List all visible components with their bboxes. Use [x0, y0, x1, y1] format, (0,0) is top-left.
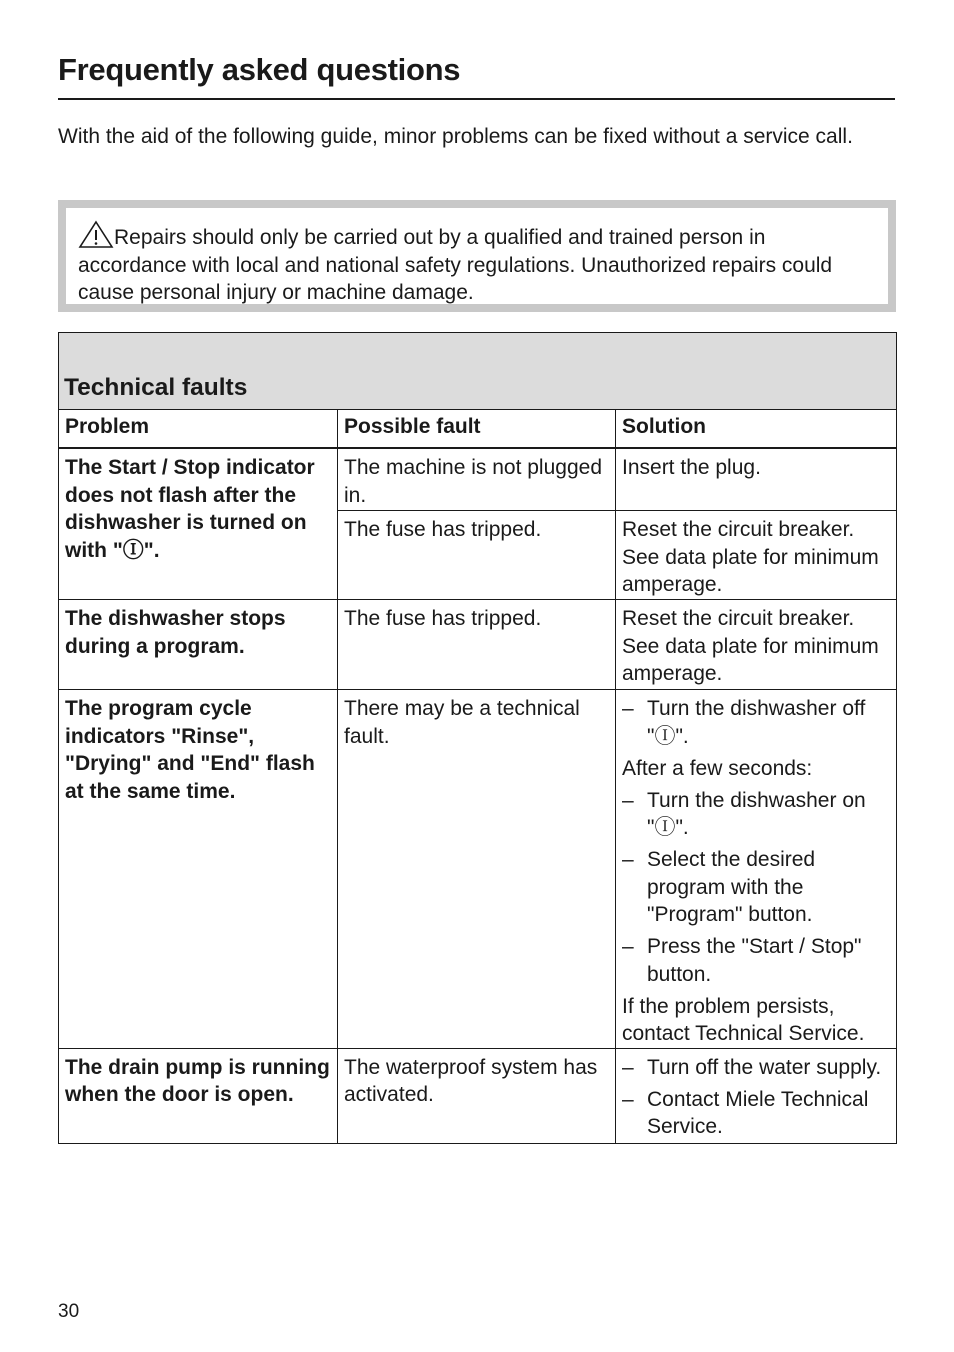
- solution-step: – Turn the dishwasher off "Ⓘ".: [622, 695, 890, 750]
- solution-cell: Reset the circuit breaker. See data plate for minimum amperage.: [616, 600, 897, 690]
- solution-note: If the problem persists, contact Technical Service.: [622, 994, 865, 1045]
- problem-cell: The drain pump is running when the door is open.: [59, 1048, 338, 1143]
- warning-message: Repairs should only be carried out by a qualified and trained person in accordance with local and national safety regulations. Unauthorized repairs could cause personal injury or machine damage.: [78, 226, 833, 304]
- problem-cell: The program cycle indicators "Rinse", "Drying" and "End" flash at the same time.: [59, 690, 338, 1049]
- solution-step: – Select the desired program with the "Program" button.: [622, 846, 890, 929]
- title-rule: [58, 98, 895, 100]
- technical-faults-table: [58, 332, 897, 1144]
- fault-cell: The fuse has tripped.: [338, 600, 616, 690]
- column-header-solution: Solution: [616, 410, 897, 449]
- solution-cell: Reset the circuit breaker. See data plate for minimum amperage.: [616, 511, 897, 600]
- section-title: Technical faults: [59, 333, 897, 410]
- fault-cell: The machine is not plugged in.: [338, 448, 616, 511]
- solution-step: – Turn the dishwasher on "Ⓘ".: [622, 787, 890, 842]
- solution-step: – Contact Miele Technical Service.: [622, 1086, 890, 1141]
- solution-steps: [622, 695, 890, 750]
- problem-cell: The Start / Stop indicator does not flash after the dishwasher is turned on with "Ⓘ".: [59, 448, 338, 600]
- solution-note: After a few seconds:: [622, 756, 813, 780]
- table-row: [59, 600, 897, 690]
- solution-steps: [622, 787, 890, 989]
- intro-paragraph: With the aid of the following guide, minor problems can be fixed without a service call.: [58, 125, 853, 148]
- fault-cell: The waterproof system has activated.: [338, 1048, 616, 1143]
- solution-steps: [622, 1054, 890, 1141]
- column-header-problem: Problem: [59, 410, 338, 449]
- solution-cell: [616, 690, 897, 1049]
- section-header-row: [59, 333, 897, 410]
- column-header-possible-fault: Possible fault: [338, 410, 616, 449]
- solution-step: – Turn off the water supply.: [622, 1054, 890, 1082]
- fault-cell: The fuse has tripped.: [338, 511, 616, 600]
- table-row: [59, 1048, 897, 1143]
- table-row: [59, 448, 897, 511]
- table-row: [59, 690, 897, 1049]
- warning-text: [78, 220, 878, 307]
- warning-icon: [78, 220, 114, 248]
- solution-cell: [616, 1048, 897, 1143]
- fault-cell: There may be a technical fault.: [338, 690, 616, 1049]
- warning-box: [58, 200, 896, 312]
- page-title: Frequently asked questions: [58, 52, 461, 87]
- solution-step: – Press the "Start / Stop" button.: [622, 933, 890, 988]
- column-header-row: [59, 410, 897, 449]
- solution-cell: Insert the plug.: [616, 448, 897, 511]
- problem-cell: The dishwasher stops during a program.: [59, 600, 338, 690]
- page-number: 30: [58, 1301, 80, 1322]
